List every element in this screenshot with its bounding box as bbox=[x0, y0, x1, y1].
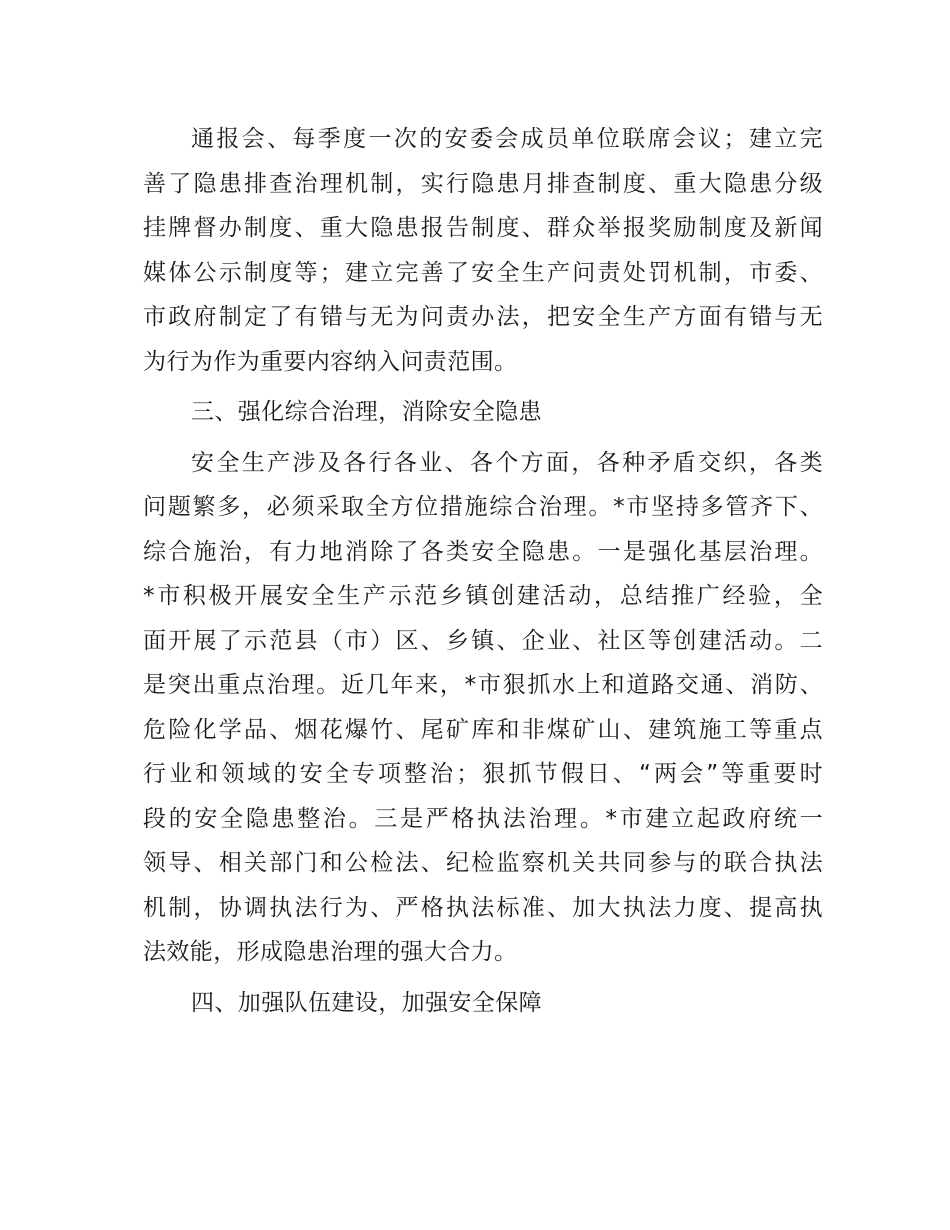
text-line: 为行为作为重要内容纳入问责范围。 bbox=[143, 348, 518, 375]
section-heading-3: 三、强化综合治理，消除安全隐患 bbox=[191, 399, 542, 425]
text-line: 领导、相关部门和公检法、纪检监察机关共同参与的联合执法 bbox=[143, 850, 823, 876]
text-line: 段的安全隐患整治。三是严格执法治理。*市建立起政府统一 bbox=[143, 805, 823, 832]
text-line: 面开展了示范县（市）区、乡镇、企业、社区等创建活动。二 bbox=[143, 627, 823, 654]
text-line: 综合施治，有力地消除了各类安全隐患。一是强化基层治理。 bbox=[143, 538, 823, 565]
document-body bbox=[143, 117, 823, 1025]
text-line: 法效能，形成隐患治理的强大合力。 bbox=[143, 939, 518, 965]
text-line: 问题繁多，必须采取全方位措施综合治理。*市坚持多管齐下、 bbox=[143, 494, 823, 520]
text-line: 市政府制定了有错与无为问责办法，把安全生产方面有错与无 bbox=[143, 304, 823, 330]
text-line: 危险化学品、烟花爆竹、尾矿库和非煤矿山、建筑施工等重点 bbox=[143, 716, 823, 743]
text-line: 安全生产涉及各行各业、各个方面，各种矛盾交织，各类 bbox=[191, 449, 823, 476]
section-heading-4: 四、加强队伍建设，加强安全保障 bbox=[191, 989, 542, 1016]
text-line: 机制，协调执法行为、严格执法标准、加大执法力度、提高执 bbox=[143, 894, 823, 921]
text-line: 通报会、每季度一次的安委会成员单位联席会议；建立完 bbox=[191, 126, 823, 152]
text-line: 是突出重点治理。近几年来，*市狠抓水上和道路交通、消防、 bbox=[143, 672, 823, 698]
text-line: *市积极开展安全生产示范乡镇创建活动，总结推广经验，全 bbox=[143, 583, 823, 609]
text-line: 行业和领域的安全专项整治；狠抓节假日、“两会”等重要时 bbox=[143, 761, 823, 787]
text-line: 媒体公示制度等；建立完善了安全生产问责处罚机制，市委、 bbox=[143, 259, 823, 286]
text-line: 善了隐患排查治理机制，实行隐患月排查制度、重大隐患分级 bbox=[143, 170, 823, 197]
paragraph-mechanisms bbox=[143, 117, 823, 384]
text-line: 挂牌督办制度、重大隐患报告制度、群众举报奖励制度及新闻 bbox=[143, 215, 823, 241]
paragraph-comprehensive-governance bbox=[143, 441, 823, 975]
